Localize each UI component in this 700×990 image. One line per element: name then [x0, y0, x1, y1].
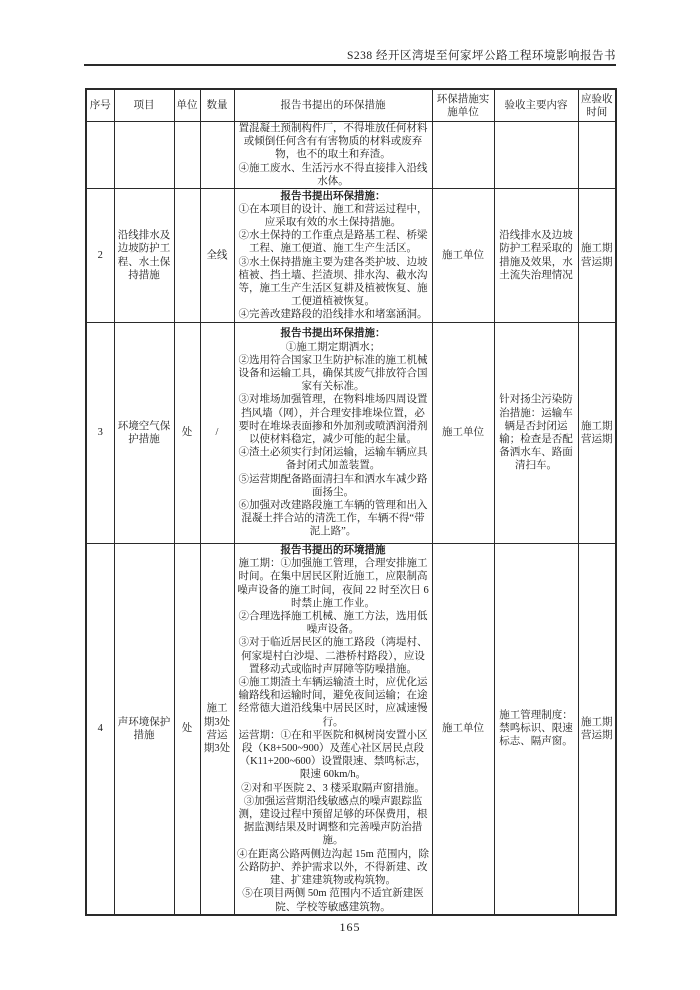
measure-paragraph: ⑤在项目两侧 50m 范围内不适宜新建医院、学校等敏感建筑物。	[242, 888, 424, 913]
measure-paragraph: ③加强运营期沿线敏感点的噪声跟踪监测，建设过程中预留足够的环保费用，根据监测结果及时调整和完善噪声防治措施。	[238, 795, 428, 847]
time-cell: 施工期营运期	[578, 323, 616, 544]
measure-paragraph: ②对和平医院 2、3 楼采取隔声窗措施。	[241, 782, 425, 794]
header-rule	[84, 64, 616, 66]
col-header-measures: 报告书提出的环保措施	[234, 89, 432, 122]
measures-cell	[234, 544, 432, 915]
measures-heading: 报告书提出环保措施：	[280, 190, 386, 202]
unit-cell: 处	[174, 323, 200, 544]
environmental-measures-table	[85, 88, 617, 916]
table-row	[86, 189, 616, 323]
measure-paragraph: ④施工期渣土车辆运输渣土时，应优化运输路线和运输时间，避免夜间运输；在途经常德大道沿线集中居民区时，应减速慢行。	[238, 677, 428, 728]
table-row	[86, 122, 616, 189]
seq-cell: 2	[86, 189, 114, 323]
col-header-impl-unit: 环保措施实施单位	[432, 89, 494, 122]
measure-paragraph: ④在距离公路两侧边沟起 15m 范围内，除公路防护、养护需求以外，不得新建、改建、扩建建筑物或构筑物。	[237, 848, 429, 887]
time-cell	[578, 122, 616, 189]
measures-heading: 报告书提出环保措施：	[280, 328, 386, 340]
col-header-acceptance: 验收主要内容	[494, 89, 578, 122]
measures-cell	[234, 122, 432, 189]
page-number: 165	[339, 920, 361, 934]
qty-cell	[200, 122, 234, 189]
time-cell: 施工期营运期	[578, 189, 616, 323]
measure-paragraph: ①施工期定期洒水；	[285, 341, 381, 353]
unit-cell: 处	[174, 544, 200, 915]
measure-paragraph: ②选用符合国家卫生防护标准的施工机械设备和运输工具，确保其废气排放符合国家有关标准。	[238, 354, 428, 393]
impl-unit-cell: 施工单位	[432, 323, 494, 544]
measure-paragraph: ①在本项目的设计、施工和营运过程中，应采取有效的水土保持措施。	[238, 203, 428, 228]
measure-paragraph: ④完善改建路段的沿线排水和堵塞涵洞。	[238, 309, 428, 321]
item-cell: 环境空气保护措施	[114, 323, 174, 544]
seq-cell	[86, 122, 114, 189]
acceptance-cell: 针对扬尘污染防治措施：运输车辆是否封闭运输；检查是否配备洒水车、路面清扫车。	[494, 323, 578, 544]
measures-cell	[234, 323, 432, 544]
col-header-unit: 单位	[174, 89, 200, 122]
item-cell: 沿线排水及边坡防护工程、水土保持措施	[114, 189, 174, 323]
seq-cell: 3	[86, 323, 114, 544]
measure-paragraph: ⑤运营期配备路面清扫车和洒水车减少路面扬尘。	[238, 473, 428, 498]
impl-unit-cell: 施工单位	[432, 189, 494, 323]
item-cell	[114, 122, 174, 189]
item-cell: 声环境保护措施	[114, 544, 174, 915]
measures-cell	[234, 189, 432, 323]
col-header-qty: 数量	[200, 89, 234, 122]
measure-paragraph: ③对堆场加强管理，在物料堆场四周设置挡风墙（网），并合理安排堆垛位置，必要时在堆垛表面掺和外加剂或喷洒润滑剂以使材料稳定，减少可能的起尘量。	[238, 394, 428, 446]
table-header-row	[86, 89, 616, 122]
qty-cell: 全线	[200, 189, 234, 323]
measure-paragraph: ⑥加强对改建路段施工车辆的管理和出入混凝土拌合站的清洗工作，车辆不得“带泥上路”。	[238, 500, 428, 538]
col-header-seq: 序号	[86, 89, 114, 122]
unit-cell	[174, 189, 200, 323]
acceptance-cell: 沿线排水及边坡防护工程采取的措施及效果，水土流失治理情况	[494, 189, 578, 323]
seq-cell: 4	[86, 544, 114, 915]
measure-paragraph: ③水土保持措施主要为建各类护坡、边坡植被、挡土墙、拦渣坝、排水沟、截水沟等，施工生产生活区复耕及植被恢复、施工便道植被恢复。	[238, 256, 428, 308]
report-header-title: S238 经开区湾堤至何家坪公路工程环境影响报告书	[346, 50, 616, 62]
col-header-time: 应验收时间	[578, 89, 616, 122]
acceptance-cell	[494, 122, 578, 189]
table-row	[86, 323, 616, 544]
table-row	[86, 544, 616, 915]
qty-cell: 施工期3处 营运期3处	[200, 544, 234, 915]
measure-paragraph: ④渣土必须实行封闭运输，运输车辆应具备封闭式加盖装置。	[238, 447, 428, 472]
measure-paragraph: ④施工废水、生活污水不得直接排入沿线水体。	[238, 162, 428, 187]
time-cell: 施工期营运期	[578, 544, 616, 915]
measure-paragraph: 运营期：①在和平医院和枫树岗安置小区段（K8+500~900）及莲心社区居民点段（K11+200~600）设置限速、禁鸣标志，限速 60km/h。	[238, 729, 428, 781]
measures-heading: 报告书提出的环境措施	[280, 545, 386, 557]
measure-paragraph: 施工期：①加强施工管理，合理安排施工时间。在集中居民区附近施工，应限制高噪声设备的施工时间，夜间 22 时至次日 6 时禁止施工作业。	[237, 558, 429, 609]
unit-cell	[174, 122, 200, 189]
measure-paragraph: ②水土保持的工作重点是路基工程、桥梁工程、施工便道、施工生产生活区。	[238, 230, 428, 255]
acceptance-cell: 施工管理制度：禁鸣标识、限速标志、隔声窗。	[494, 544, 578, 915]
measure-paragraph: ③对于临近居民区的施工路段（湾堤村、何家堤村白沙堤、二港桥村路段），应设置移动式或临时声屏障等防噪措施。	[238, 637, 428, 675]
qty-cell: /	[200, 323, 234, 544]
col-header-item: 项目	[114, 89, 174, 122]
measure-paragraph: ②合理选择施工机械、施工方法，选用低噪声设备。	[238, 611, 428, 636]
measure-paragraph: 置混凝土预制构件厂，不得堆放任何材料或倾倒任何含有有害物质的材料或废弃物，也不的取土和弃渣。	[238, 123, 428, 161]
table-body	[86, 122, 616, 915]
impl-unit-cell: 施工单位	[432, 544, 494, 915]
impl-unit-cell	[432, 122, 494, 189]
